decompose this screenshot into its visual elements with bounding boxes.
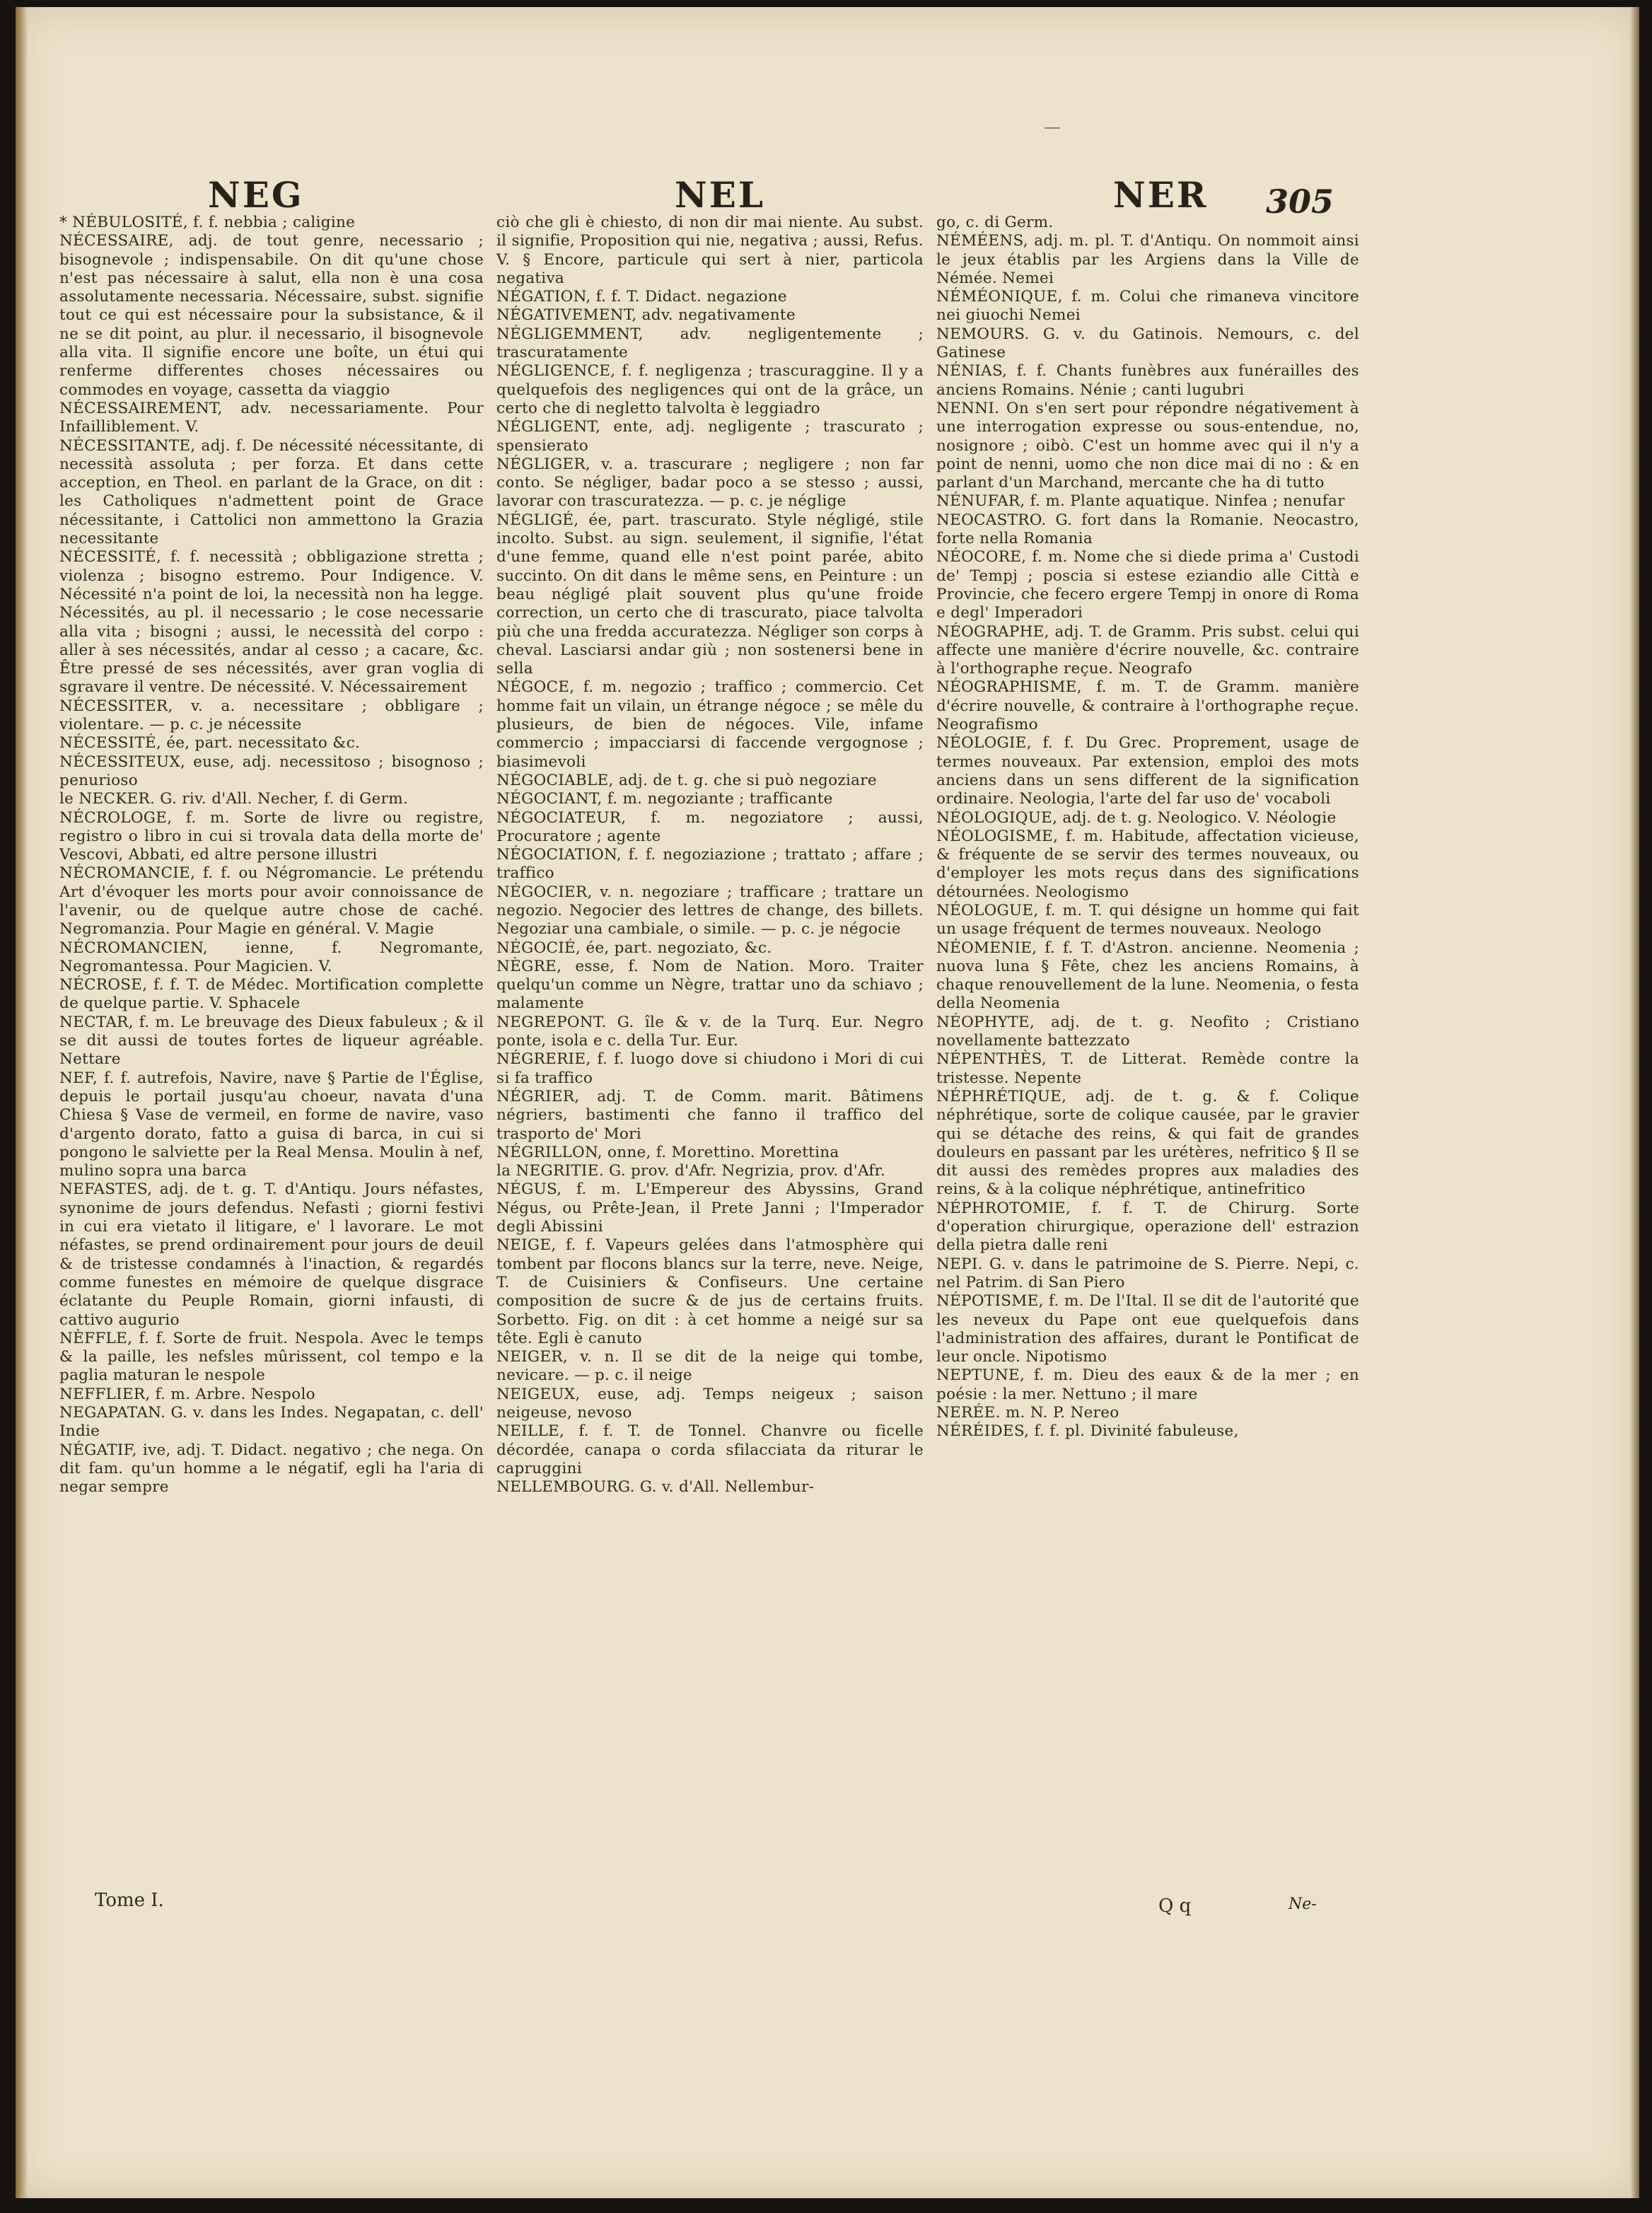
dictionary-entry: NÉPOTISME, f. m. De l'Ital. Il se dit de l'autorité que les neveux du Pape ont eue quelquefois dans l'administration des affaires, durant le Pontificat de leur oncle. Nipotismo bbox=[936, 1292, 1359, 1366]
dictionary-entry: NEOCASTRO. G. fort dans la Romanie. Neocastro, forte nella Romania bbox=[936, 511, 1359, 548]
dictionary-entry: NÉGLIGÉ, ée, part. trascurato. Style négligé, stile incolto. Subst. au sign. seulement, il signifie, l'état d'une femme, quand elle n'est point parée, abito succinto. On dit dans le même sens, en Peinture : un beau négligé plait souvent plus qu'une froide correction, un certo che di trascurato, piace talvolta più che una fredda accuratezza. Négliger son corps à cheval. Lasciarsi andar giù ; non sostenersi bene in sella bbox=[496, 511, 924, 678]
dictionary-entry: NÉGOCIANT, f. m. negoziante ; trafficante bbox=[496, 790, 833, 808]
dictionary-entry: NÉGATIF, ive, adj. T. Didact. negativo ; che nega. On dit fam. qu'un homme a le négatif, egli ha l'aria di negar sempre bbox=[59, 1441, 484, 1497]
page-edge-right bbox=[1629, 7, 1639, 2198]
dictionary-entry: NÉCESSITANTE, adj. f. De nécessité nécessitante, di necessità assoluta ; per forza. Et dans cette acception, en Theol. en parlant de la Grace, on dit : les Catholiques n'admettent point de Grace nécessitante, i Cattolici non ammettono la Grazia necessitante bbox=[59, 436, 484, 548]
dictionary-entry: NÉOMENIE, f. f. T. d'Astron. ancienne. Neomenia ; nuova luna § Fête, chez les anciens Romains, à chaque renouvellement de la lune. Neomenia, o festa della Neomenia bbox=[936, 939, 1359, 1013]
page-edge-left bbox=[16, 7, 27, 2198]
dictionary-entry: NÉCESSITEUX, euse, adj. necessitoso ; bisognoso ; penurioso bbox=[59, 753, 484, 789]
dictionary-entry: NÉGOCIATION, f. f. negoziazione ; trattato ; affare ; traffico bbox=[496, 846, 924, 883]
dictionary-page bbox=[16, 7, 1639, 2198]
running-head-left: NEG bbox=[208, 174, 304, 216]
dictionary-entry: NÉOLOGIE, f. f. Du Grec. Proprement, usage de termes nouveaux. Par extension, emploi des mots anciens dans un sens different de la signification ordinaire. Neologia, l'arte del far uso de' vocaboli bbox=[936, 734, 1359, 808]
dictionary-entry: NEIGER, v. n. Il se dit de la neige qui tombe, nevicare. — p. c. il neige bbox=[496, 1348, 924, 1385]
dictionary-entry: NÉOCORE, f. m. Nome che si diede prima a' Custodi de' Tempj ; poscia si estese eziandio alle Città e Provincie, che fecero ergere Tempj in onore di Roma e degl' Imperadori bbox=[936, 548, 1359, 622]
dictionary-entry: NEILLE, f. f. T. de Tonnel. Chanvre ou ficelle décordée, canapa o corda sfilacciata da riturar le capruggini bbox=[496, 1422, 924, 1477]
dictionary-entry: NÉGLIGEMMENT, adv. negligentemente ; trascuratamente bbox=[496, 325, 924, 362]
dictionary-entry: go, c. di Germ. bbox=[936, 214, 1054, 231]
dictionary-entry: la NEGRITIE. G. prov. d'Afr. Negrizia, prov. d'Afr. bbox=[496, 1162, 885, 1180]
dictionary-entry: NÉCROLOGE, f. m. Sorte de livre ou registre, registro o libro in cui si trovala data della morte de' Vescovi, Abbati, ed altre persone illustri bbox=[59, 808, 484, 864]
dictionary-entry: NÉGOCIABLE, adj. de t. g. che si può negoziare bbox=[496, 771, 877, 789]
dictionary-entry: NÉGLIGENCE, f. f. negligenza ; trascuraggine. Il y a quelquefois des negligences qui ont de la grâce, un certo che di negletto talvolta è leggiadro bbox=[496, 362, 924, 417]
dictionary-entry: NEPTUNE, f. m. Dieu des eaux & de la mer ; en poésie : la mer. Nettuno ; il mare bbox=[936, 1366, 1359, 1403]
column-middle bbox=[496, 214, 924, 1497]
dictionary-entry: NÉGOCIATEUR, f. m. negoziatore ; aussi, Procuratore ; agente bbox=[496, 808, 924, 845]
page-number: 305 bbox=[1266, 182, 1334, 221]
dictionary-entry: NÉPENTHÈS, T. de Litterat. Remède contre la tristesse. Nepente bbox=[936, 1050, 1359, 1087]
dictionary-entry: NÉPHROTOMIE, f. f. T. de Chirurg. Sorte d'operation chirurgique, operazione dell' estrazion della pietra dalle reni bbox=[936, 1199, 1359, 1255]
dictionary-entry: NEFASTES, adj. de t. g. T. d'Antiqu. Jours néfastes, synonime de jours defendus. Nefasti ; giorni festivi in cui era vietato il litigare, e' l lavorare. Le mot néfastes, se prend ordinairement pour jours de deuil & de tristesse condamnés à l'inaction, & regardés comme funestes en mémoire de quelque disgrace éclatante du Peuple Romain, giorni infausti, di cattivo augurio bbox=[59, 1180, 484, 1329]
dictionary-entry: NÉNUFAR, f. m. Plante aquatique. Ninfea ; nenufar bbox=[936, 492, 1345, 511]
dictionary-entry: NÉOGRAPHISME, f. m. T. de Gramm. manière d'écrire nouvelle, & contraire à l'orthographe reçue. Neografismo bbox=[936, 678, 1359, 734]
dictionary-entry: NÉGRIER, adj. T. de Comm. marit. Bâtimens négriers, bastimenti che fanno il traffico del trasporto de' Mori bbox=[496, 1087, 924, 1143]
dictionary-entry: * NÉBULOSITÉ, f. f. nebbia ; caligine bbox=[59, 214, 356, 231]
dictionary-entry: NELLEMBOURG. G. v. d'All. Nellembur- bbox=[496, 1478, 815, 1497]
dictionary-entry: NÉPHRÉTIQUE, adj. de t. g. & f. Colique néphrétique, sorte de colique causée, par le gravier qui se détache des reins, & qui fait de grandes douleurs en passant par les urétères, nefritico § Il se dit aussi des remèdes propres aux maladies des reins, & à la colique néphrétique, antinefritico bbox=[936, 1087, 1359, 1199]
dictionary-entry: NEFFLIER, f. m. Arbre. Nespolo bbox=[59, 1385, 315, 1403]
dictionary-entry: NÉNIAS, f. f. Chants funèbres aux funérailles des anciens Romains. Nénie ; canti lugubri bbox=[936, 362, 1359, 399]
dictionary-entry: NÉOLOGIQUE, adj. de t. g. Neologico. V. Néologie bbox=[936, 808, 1337, 827]
dictionary-entry: NÉCROSE, f. f. T. de Médec. Mortification complette de quelque partie. V. Sphacele bbox=[59, 976, 484, 1013]
dictionary-entry: NÉOLOGISME, f. m. Habitude, affectation vicieuse, & fréquente de se servir des termes nouveaux, ou d'employer les mots reçus dans des significations détournées. Neologismo bbox=[936, 827, 1359, 901]
signature-mark: Q q bbox=[1158, 1895, 1192, 1917]
dictionary-entry: NÉGATION, f. f. T. Didact. negazione bbox=[496, 288, 787, 306]
dictionary-entry: NEF, f. f. autrefois, Navire, nave § Partie de l'Église, depuis le portail jusqu'au choeur, navata d'una Chiesa § Vase de vermeil, en forme de navire, vaso d'argento dorato, fatto a guisa di barca, in cui si pongono le salviette per la Real Mensa. Moulin à nef, mulino sopra una barca bbox=[59, 1069, 484, 1180]
dictionary-entry: NÉCESSAIRE, adj. de tout genre, necessario ; bisognevole ; indispensabile. On dit qu'une chose n'est pas nécessaire à salut, ella non è una cosa assolutamente necessaria. Nécessaire, subst. signifie tout ce qui est nécessaire pour la subsistance, & il ne se dit point, au plur. il necessario, il bisognevole alla vita. Il signifie encore une boîte, un étui qui renferme differentes choses nécessaires ou commodes en voyage, cassetta da viaggio bbox=[59, 232, 484, 399]
dictionary-entry: ciò che gli è chiesto, di non dir mai niente. Au subst. il signifie, Proposition qui nie, negativa ; aussi, Refus. V. § Encore, particule qui sert à nier, particola negativa bbox=[496, 214, 924, 287]
dictionary-entry: NÈFFLE, f. f. Sorte de fruit. Nespola. Avec le temps & la paille, les nefsles mûrissent, col tempo e la paglia maturan le nespole bbox=[59, 1329, 484, 1385]
dictionary-entry: NERÉE. m. N. P. Nereo bbox=[936, 1404, 1119, 1422]
dictionary-entry: NÈGRE, esse, f. Nom de Nation. Moro. Traiter quelqu'un comme un Nègre, trattar uno da schiavo ; malamente bbox=[496, 957, 924, 1013]
dictionary-entry: NÉGATIVEMENT, adv. negativamente bbox=[496, 306, 796, 325]
dictionary-entry: NÉOLOGUE, f. m. T. qui désigne un homme qui fait un usage fréquent de termes nouveaux. Neologo bbox=[936, 901, 1359, 939]
column-right bbox=[936, 214, 1359, 1441]
dictionary-entry: NÉGOCIÉ, ée, part. negoziato, &c. bbox=[496, 939, 772, 957]
dictionary-entry: NÉGRERIE, f. f. luogo dove si chiudono i Mori di cui si fa traffico bbox=[496, 1050, 924, 1087]
dictionary-entry: NÉCESSITER, v. a. necessitare ; obbligare ; violentare. — p. c. je nécessite bbox=[59, 697, 484, 734]
dictionary-entry: NÉGUS, f. m. L'Empereur des Abyssins, Grand Négus, ou Prête-Jean, il Prete Janni ; l'Imperador degli Abissini bbox=[496, 1180, 924, 1236]
dictionary-entry: NÉGRILLON, onne, f. Morettino. Morettina bbox=[496, 1143, 839, 1161]
dictionary-entry: NÉRÉIDES, f. f. pl. Divinité fabuleuse, bbox=[936, 1422, 1239, 1441]
dictionary-entry: NÉCESSITÉ, f. f. necessità ; obbligazione stretta ; violenza ; bisogno estremo. Pour Indigence. V. Nécessité n'a point de loi, la necessità non ha legge. Nécessités, au pl. il necessario ; le cose necessarie alla vita ; bisogni ; aussi, le necessità del corpo : aller à ses nécessités, andar al cesso ; a cacare, &c. Être pressé de ses nécessités, aver gran voglia di sgravare il ventre. De nécessité. V. Nécessairement bbox=[59, 548, 484, 697]
dictionary-entry: NÉCESSITÉ, ée, part. necessitato &c. bbox=[59, 734, 361, 753]
running-head-center: NEL bbox=[675, 174, 765, 216]
catchword: Ne- bbox=[1289, 1895, 1317, 1913]
dictionary-entry: NÉGOCE, f. m. negozio ; traffico ; commercio. Cet homme fait un vilain, un étrange négoce ; se mêle du plusieurs, de bien de négoces. Vile, infame commercio ; impacciarsi di faccende vergognose ; biasimevoli bbox=[496, 678, 924, 771]
dictionary-entry: NÉOPHYTE, adj. de t. g. Neofito ; Cristiano novellamente battezzato bbox=[936, 1013, 1359, 1050]
column-left bbox=[59, 214, 484, 1497]
dictionary-entry: NÉCESSAIREMENT, adv. necessariamente. Pour Infailliblement. V. bbox=[59, 399, 484, 436]
dictionary-entry: NENNI. On s'en sert pour répondre négativement à une interrogation expresse ou sous-entendue, no, nosignore ; oibò. C'est un homme avec qui il n'y a point de nenni, uomo che non dice mai di no : & en parlant d'un Marchand, mercante che ha di tutto bbox=[936, 399, 1359, 492]
dictionary-entry: NEIGE, f. f. Vapeurs gelées dans l'atmosphère qui tombent par flocons blancs sur la terre, neve. Neige, T. de Cuisiniers & Confiseurs. Une certaine composition de sucre & de jus de certains fruits. Sorbetto. Fig. on dit : à cet homme a neigé sur sa tête. Egli è canuto bbox=[496, 1236, 924, 1347]
dictionary-entry: NÉOGRAPHE, adj. T. de Gramm. Pris subst. celui qui affecte une manière d'écrire nouvelle, &c. contraire à l'orthographe reçue. Neografo bbox=[936, 622, 1359, 678]
dictionary-entry: NEGREPONT. G. île & v. de la Turq. Eur. Negro ponte, isola e c. della Tur. Eur. bbox=[496, 1013, 924, 1050]
dictionary-entry: NEGAPATAN. G. v. dans les Indes. Negapatan, c. dell' Indie bbox=[59, 1404, 484, 1441]
dictionary-entry: NECTAR, f. m. Le breuvage des Dieux fabuleux ; & il se dit aussi de toutes fortes de liqueur agréable. Nettare bbox=[59, 1013, 484, 1069]
dictionary-entry: NÉCROMANCIE, f. f. ou Négromancie. Le prétendu Art d'évoquer les morts pour avoir connoissance de l'avenir, ou de quelque autre chose de caché. Negromanzia. Pour Magie en général. V. Magie bbox=[59, 864, 484, 939]
dictionary-entry: NEPI. G. v. dans le patrimoine de S. Pierre. Nepi, c. nel Patrim. di San Piero bbox=[936, 1255, 1359, 1291]
running-head-right: NER bbox=[1113, 174, 1209, 216]
dictionary-entry: le NECKER. G. riv. d'All. Necher, f. di Germ. bbox=[59, 790, 409, 808]
dictionary-entry: NÉMÉENS, adj. m. pl. T. d'Antiqu. On nommoit ainsi le jeux établis par les Argiens dans la Ville de Némée. Nemei bbox=[936, 232, 1359, 287]
dictionary-entry: NÉMÉONIQUE, f. m. Colui che rimaneva vincitore nei giuochi Nemei bbox=[936, 288, 1359, 325]
dictionary-entry: NÉGLIGER, v. a. trascurare ; negligere ; non far conto. Se négliger, badar poco a se stesso ; aussi, lavorar con trascuratezza. — p. c. je néglige bbox=[496, 455, 924, 511]
dictionary-entry: NEIGEUX, euse, adj. Temps neigeux ; saison neigeuse, nevoso bbox=[496, 1385, 924, 1422]
top-dash-mark bbox=[1045, 127, 1060, 129]
dictionary-entry: NÉCROMANCIEN, ienne, f. Negromante, Negromantessa. Pour Magicien. V. bbox=[59, 939, 484, 975]
volume-label: Tome I. bbox=[95, 1890, 164, 1911]
dictionary-entry: NÉGLIGENT, ente, adj. negligente ; trascurato ; spensierato bbox=[496, 418, 924, 455]
dictionary-entry: NÉGOCIER, v. n. negoziare ; trafficare ; trattare un negozio. Negocier des lettres de change, des billets. Negoziar una cambiale, o simile. — p. c. je négocie bbox=[496, 883, 924, 939]
dictionary-entry: NEMOURS. G. v. du Gatinois. Nemours, c. del Gatinese bbox=[936, 325, 1359, 362]
